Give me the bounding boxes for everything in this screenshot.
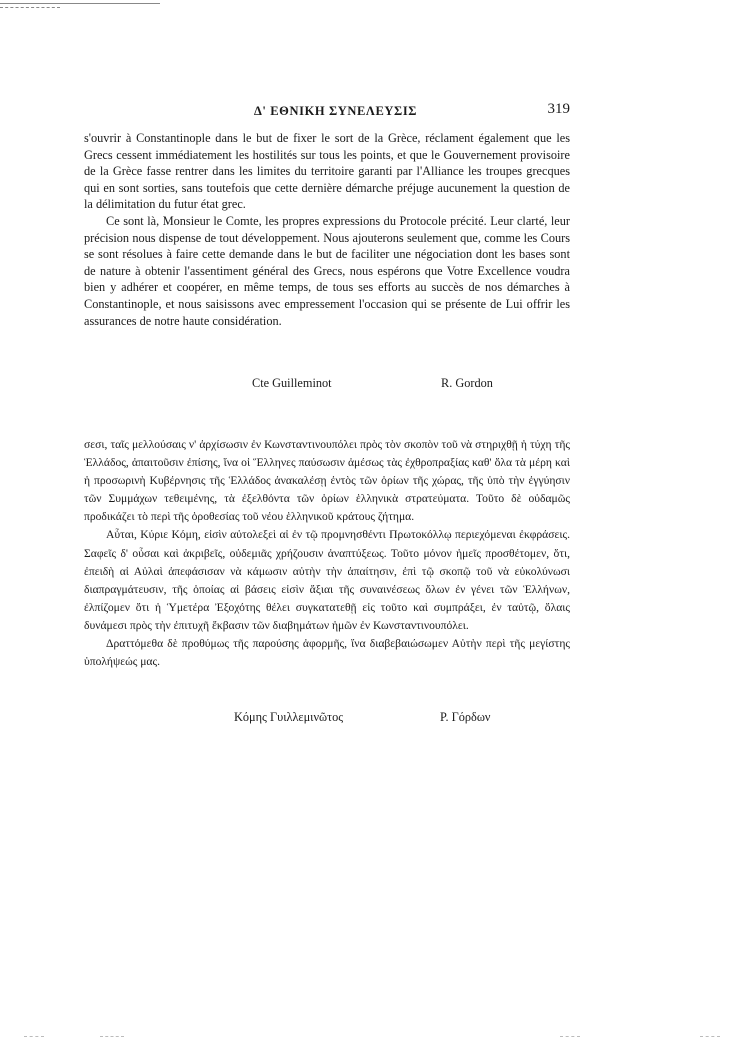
page-header bbox=[84, 101, 570, 123]
french-signature-left: Cte Guilleminot bbox=[252, 376, 332, 390]
greek-paragraph-3: Δραττόμεθα δὲ προθύμως τῆς παρούσης ἀφορμῆς, ἵνα διαβεβαιώσωμεν Αὐτὴν περὶ τῆς μεγίστης ὑπολήψεώς μας. bbox=[84, 637, 570, 669]
scan-edge-mark bbox=[0, 7, 60, 8]
scan-edge-mark bbox=[24, 1036, 44, 1037]
greek-signature-right: Ρ. Γόρδων bbox=[440, 710, 491, 724]
french-letter-text bbox=[84, 130, 570, 329]
page-number: 319 bbox=[547, 101, 570, 117]
greek-signature-left: Κόμης Γυιλλεμινῶτος bbox=[234, 710, 344, 724]
scan-edge-mark bbox=[100, 1036, 124, 1037]
greek-letter-text bbox=[84, 436, 570, 671]
french-paragraph-2: Ce sont là, Monsieur le Comte, les propres expressions du Protocole précité. Leur clarté, leur précision nous dispense de tout développement. Nous ajouterons seulement que, comme les Cours se sont résolues à faire cette demande dans le but de faciliter une négociation dont les bases sont de nature à obtenir l'assentiment général des Grecs, nous espérons que Votre Excellence voudra bien y adhérer et coopérer, en même temps, de tous ses efforts au succès de nos démarches à Constantinople, et nous saisissons avec empressement l'occasion qui se présente de Lui offrir les assurances de notre haute considération. bbox=[84, 213, 570, 328]
scan-edge-mark bbox=[700, 1036, 720, 1037]
greek-paragraph-1: σεσι, ταῖς μελλούσαις ν' ἀρχίσωσιν ἐν Κωνσταντινουπόλει πρὸς τὸν σκοπὸν τοῦ νὰ στηριχθῇ ἡ τύχη τῆς Ἑλλάδος, ἀπαιτοῦσιν ἐπίσης, ἵνα οἱ Ἕλληνες παύσωσιν ἀμέσως τὰς ἐχθροπραξίας καθ' ὅλα τὰ μέρη καὶ ἡ προσωρινὴ Κυβέρνησις τῆς Ἑλλάδος ἀνακαλέσῃ ἐντὸς τῶν ὁρίων τῆς χώρας, τῆς ὑπὸ τὴν ἐγγύησιν τῶν Συμμάχων τεθειμένης, τὰ ἐξελθόντα τῶν ὁρίων ἑλληνικὰ στρατεύματα. Τοῦτο δὲ οὐδαμῶς προδικάζει τὸ περὶ τῆς ὁροθεσίας τοῦ νέου ἑλληνικοῦ κράτους ζήτημα. bbox=[84, 438, 570, 524]
greek-paragraph-2: Αὗται, Κύριε Κόμη, εἰσὶν αὐτολεξεὶ αἱ ἐν τῷ προμνησθέντι Πρωτοκόλλῳ περιεχόμεναι ἐκφράσεις. Σαφεῖς δ' οὖσαι καὶ ἀκριβεῖς, οὐδεμιᾶς χρήζουσιν ἀναπτύξεως. Τοῦτο μόνον ἡμεῖς προσθέτομεν, ὅτι, ἐπειδὴ αἱ Αὐλαὶ ἀπεφάσισαν νὰ κάμωσιν αὐτὴν τὴν ἀπαίτησιν, ἐπὶ τῷ σκοπῷ τοῦ νὰ εὐκολύνωσι διαπραγμάτευσιν, τῆς ὁποίας αἱ βάσεις εἰσὶν ἄξιαι τῆς συναινέσεως ὅλων ἐν γένει τῶν Ἑλλήνων, ἐλπίζομεν ὅτι ἡ Ὑμετέρα Ἐξοχότης θέλει συγκατατεθῇ εἰς τοῦτο καὶ συμπράξει, ἐν ταὐτῷ, ὅλαις δυνάμεσι πρὸς τὴν ἐπιτυχῆ ἔκβασιν τῶν διαβημάτων ἡμῶν ἐν Κωνσταντινουπόλει. bbox=[84, 528, 570, 632]
running-title: Δ' ΕΘΝΙΚΗ ΣΥΝΕΛΕΥΣΙΣ bbox=[254, 104, 418, 118]
scan-edge-mark bbox=[560, 1036, 580, 1037]
scan-edge-mark bbox=[0, 3, 160, 4]
french-signature-right: R. Gordon bbox=[441, 376, 493, 390]
french-paragraph-1: s'ouvrir à Constantinople dans le but de fixer le sort de la Grèce, réclament également que les Grecs cessent immédiatement les hostilités sur tous les points, et que le Gouvernement provisoire de la Grèce fasse rentrer dans les limites du territoire garanti par l'Alliance les troupes grecques qui en sont sorties, sans toutefois que cette dernière démarche préjuge aucunement la question de la délimitation du futur état grec. bbox=[84, 131, 570, 212]
